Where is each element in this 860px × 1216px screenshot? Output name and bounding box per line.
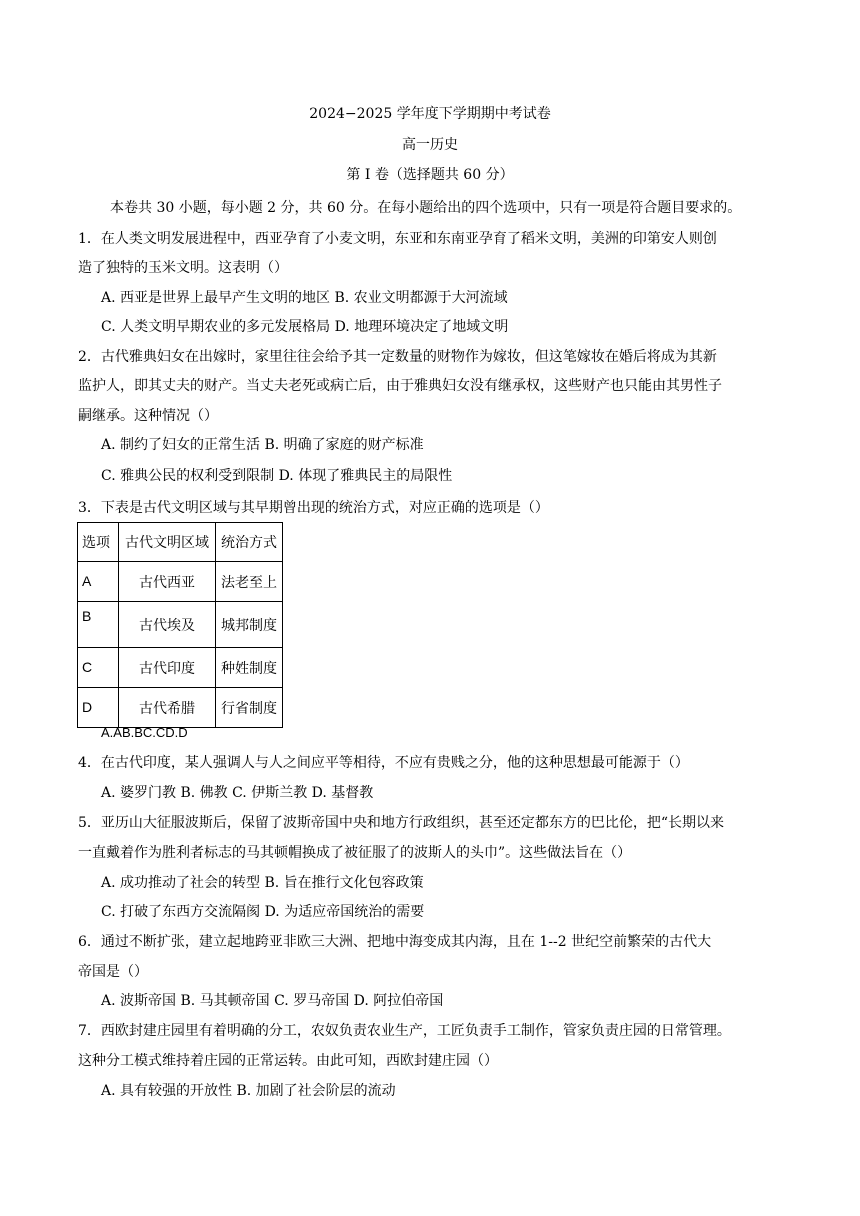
question-2-stem-line-1: 2．古代雅典妇女在出嫁时，家里往往会给予其一定数量的财物作为嫁妆，但这笔嫁妆在婚后将成为其新 bbox=[78, 349, 717, 365]
question-7-options: A. 具有较强的开放性 B. 加剧了社会阶层的流动 bbox=[101, 1083, 396, 1099]
question-5-stem-line-1: 5．亚历山大征服波斯后，保留了波斯帝国中央和地方行政组织，甚至还定都东方的巴比伦，把“长期以来 bbox=[78, 815, 725, 831]
question-5-options-line-1: A. 成功推动了社会的转型 B. 旨在推行文化包容政策 bbox=[101, 875, 424, 891]
question-3-answer-options: A.AB.BC.CD.D bbox=[101, 725, 188, 740]
table-cell-region: 古代西亚 bbox=[119, 562, 216, 602]
question-2-options-line-1: A. 制约了妇女的正常生活 B. 明确了家庭的财产标准 bbox=[101, 437, 424, 453]
question-6-stem-line-1: 6．通过不断扩张，建立起地跨亚非欧三大洲、把地中海变成其内海，且在 1--2 世纪空前繁荣的古代大 bbox=[78, 934, 712, 950]
table-row bbox=[78, 688, 283, 728]
section-title: 第 I 卷（选择题共 60 分） bbox=[346, 167, 514, 183]
table-cell-governance: 法老至上 bbox=[216, 562, 283, 602]
question-2-stem-line-3: 嗣继承。这种情况（） bbox=[78, 408, 218, 424]
question-7-stem-line-2: 这种分工模式维持着庄园的正常运转。由此可知，西欧封建庄园（） bbox=[78, 1053, 498, 1069]
table-cell-governance: 城邦制度 bbox=[216, 602, 283, 648]
table-row bbox=[78, 602, 283, 648]
question-4-options: A. 婆罗门教 B. 佛教 C. 伊斯兰教 D. 基督教 bbox=[101, 785, 374, 801]
question-5-stem-line-2: 一直戴着作为胜利者标志的马其顿帽换成了被征服了的波斯人的头巾”。这些做法旨在（） bbox=[78, 845, 632, 861]
question-2-options-line-2: C. 雅典公民的权利受到限制 D. 体现了雅典民主的局限性 bbox=[101, 468, 453, 484]
table-cell-region: 古代埃及 bbox=[119, 602, 216, 648]
table-cell-governance: 种姓制度 bbox=[216, 648, 283, 688]
question-5-options-line-2: C. 打破了东西方交流隔阂 D. 为适应帝国统治的需要 bbox=[101, 904, 425, 920]
table-header-cell: 统治方式 bbox=[216, 523, 283, 562]
question-1-stem-line-1: 1．在人类文明发展进程中，西亚孕育了小麦文明，东亚和东南亚孕育了稻米文明，美洲的印第安人则创 bbox=[78, 231, 717, 247]
table-cell-option: B bbox=[82, 608, 92, 624]
table-row bbox=[78, 648, 283, 688]
table-cell-region: 古代希腊 bbox=[119, 688, 216, 728]
table-cell-option: D bbox=[82, 699, 93, 715]
question-1-options-line-1: A. 西亚是世界上最早产生文明的地区 B. 农业文明都源于大河流域 bbox=[101, 290, 508, 306]
table-cell-option: C bbox=[82, 659, 93, 675]
question-6-stem-line-2: 帝国是（） bbox=[78, 964, 148, 980]
question-3-table bbox=[77, 522, 283, 728]
question-4-stem: 4．在古代印度，某人强调人与人之间应平等相待，不应有贵贱之分，他的这种思想最可能源于（） bbox=[78, 755, 689, 771]
table-row bbox=[78, 562, 283, 602]
table-header-row bbox=[78, 523, 283, 562]
table-cell-region: 古代印度 bbox=[119, 648, 216, 688]
question-1-stem-line-2: 造了独特的玉米文明。这表明（） bbox=[78, 260, 288, 276]
question-3-stem: 3．下表是古代文明区域与其早期曾出现的统治方式，对应正确的选项是（） bbox=[78, 500, 549, 516]
subject-title: 高一历史 bbox=[402, 137, 458, 153]
table-cell-option: A bbox=[82, 573, 92, 589]
table-header-cell: 古代文明区域 bbox=[119, 523, 216, 562]
exam-title: 2024−2025 学年度下学期期中考试卷 bbox=[309, 106, 551, 122]
question-1-options-line-2: C. 人类文明早期农业的多元发展格局 D. 地理环境决定了地域文明 bbox=[101, 319, 509, 335]
instructions: 本卷共 30 小题，每小题 2 分，共 60 分。在每小题给出的四个选项中，只有一项是符合题目要求的。 bbox=[110, 200, 742, 216]
table-cell-governance: 行省制度 bbox=[216, 688, 283, 728]
question-7-stem-line-1: 7．西欧封建庄园里有着明确的分工，农奴负责农业生产，工匠负责手工制作，管家负责庄园的日常管理。 bbox=[78, 1023, 731, 1039]
question-6-options: A. 波斯帝国 B. 马其顿帝国 C. 罗马帝国 D. 阿拉伯帝国 bbox=[101, 993, 444, 1009]
table-header-cell: 选项 bbox=[78, 523, 119, 562]
question-2-stem-line-2: 监护人，即其丈夫的财产。当丈夫老死或病亡后，由于雅典妇女没有继承权，这些财产也只能由其男性子 bbox=[78, 378, 722, 394]
